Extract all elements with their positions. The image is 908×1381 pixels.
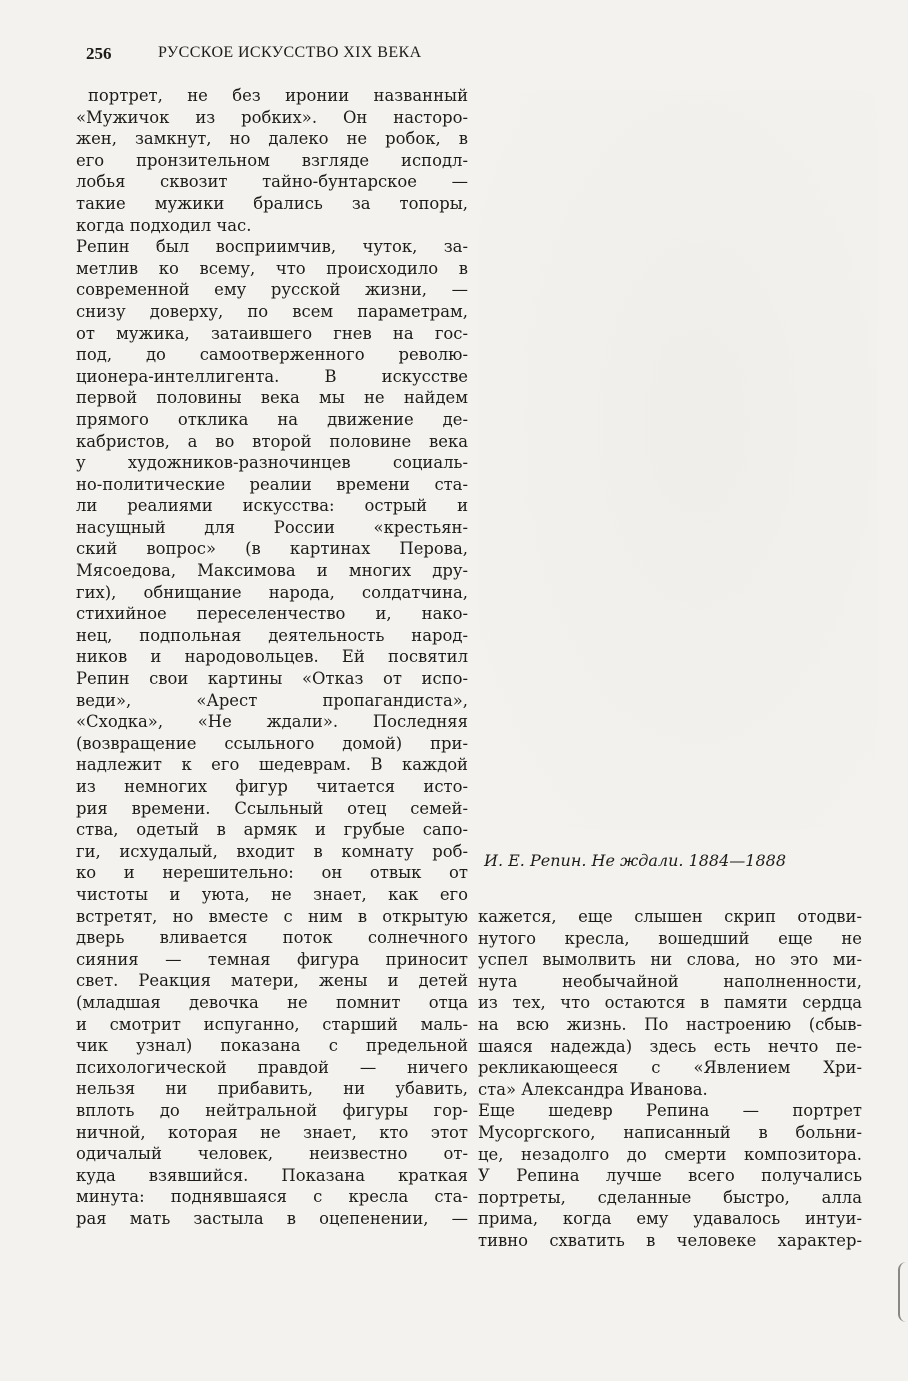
- text-line: метлив ко всему, что происходило в: [76, 258, 468, 278]
- text-line: одичалый человек, неизвестно от-: [76, 1144, 468, 1164]
- figure-caption: И. Е. Репин. Не ждали. 1884—1888: [484, 851, 787, 870]
- running-head: РУССКОЕ ИСКУССТВО XIX ВЕКА: [158, 44, 422, 61]
- text-line: ционера-интеллигента. В искусстве: [76, 366, 468, 386]
- text-line: ников и народовольцев. Ей посвятил: [76, 647, 468, 667]
- text-line: вплоть до нейтральной фигуры гор-: [76, 1100, 468, 1120]
- text-line: на всю жизнь. По настроению (сбыв-: [478, 1014, 862, 1034]
- text-line: ли реалиями искусства: острый и: [76, 496, 468, 516]
- text-line: от мужика, затаившего гнев на гос-: [76, 323, 468, 343]
- text-line: нельзя ни прибавить, ни убавить,: [76, 1079, 468, 1099]
- text-line: У Репина лучше всего получались: [478, 1166, 862, 1186]
- text-line: ги, исхудалый, входит в комнату роб-: [76, 841, 468, 861]
- page-number: 256: [86, 44, 112, 63]
- page-edge-mark: [898, 1262, 908, 1322]
- text-line: «Сходка», «Не ждали». Последняя: [76, 712, 468, 732]
- text-line: (возвращение ссыльного домой) при-: [76, 733, 468, 753]
- text-line: встретят, но вместе с ним в открытую: [76, 906, 468, 926]
- text-line: у художников-разночинцев социаль-: [76, 453, 468, 473]
- text-line: снизу доверху, по всем параметрам,: [76, 301, 468, 321]
- text-line: сияния — темная фигура приносит: [76, 949, 468, 969]
- text-line: кажется, еще слышен скрип отодви-: [478, 907, 862, 926]
- text-line: но-политические реалии времени ста-: [76, 474, 468, 494]
- text-line: це, незадолго до смерти композитора.: [478, 1144, 862, 1164]
- text-line: нец, подпольная деятельность народ-: [76, 625, 468, 645]
- text-line: из тех, что остаются в памяти сердца: [478, 993, 862, 1013]
- text-line: под, до самоотверженного револю-: [76, 345, 468, 365]
- text-line: Репин был восприимчив, чуток, за-: [76, 237, 468, 257]
- text-line: тивно схватить в человеке характер-: [478, 1230, 862, 1250]
- text-line: чик узнал) показана с предельной: [76, 1036, 468, 1056]
- text-line: шаяся надежда) здесь есть нечто пе-: [478, 1036, 862, 1056]
- text-line: ничной, которая не знает, кто этот: [76, 1122, 468, 1142]
- text-line: его пронзительном взгляде исподл-: [76, 150, 468, 170]
- text-line: ский вопрос» (в картинах Перова,: [76, 539, 468, 559]
- text-line: Мясоедова, Максимова и многих дру-: [76, 561, 468, 581]
- text-line: прима, когда ему удавалось интуи-: [478, 1209, 862, 1229]
- illustration-placeholder: [478, 90, 878, 830]
- text-line: надлежит к его шедеврам. В каждой: [76, 755, 468, 775]
- text-line: свет. Реакция матери, жены и детей: [76, 971, 468, 991]
- text-line: Репин свои картины «Отказ от испо-: [76, 669, 468, 689]
- text-line: портрет, не без иронии названный: [88, 86, 468, 105]
- text-line: рекликающееся с «Явлением Хри-: [478, 1058, 862, 1078]
- text-line: нута необычайной наполненности,: [478, 971, 862, 991]
- text-line: рия времени. Ссыльный отец семей-: [76, 798, 468, 818]
- text-line: насущный для России «крестьян-: [76, 517, 468, 537]
- text-line: из немногих фигур читается исто-: [76, 777, 468, 796]
- right-column: [478, 906, 862, 1252]
- text-line: гих), обнищание народа, солдатчина,: [76, 582, 468, 602]
- text-line: нутого кресла, вошедший еще не: [478, 928, 862, 948]
- text-line: рая мать застыла в оцепенении, —: [76, 1208, 468, 1228]
- text-line: лобья сквозит тайно-бунтарское —: [76, 172, 468, 192]
- text-line: современной ему русской жизни, —: [76, 280, 468, 300]
- text-line: психологической правдой — ничего: [76, 1057, 468, 1077]
- text-line: когда подходил час.: [76, 215, 252, 235]
- text-line: такие мужики брались за топоры,: [76, 193, 468, 213]
- text-line: (младшая девочка не помнит отца: [76, 992, 468, 1012]
- text-line: кабристов, а во второй половине века: [76, 431, 468, 451]
- text-line: Мусоргского, написанный в больни-: [478, 1122, 862, 1142]
- text-line: стихийное переселенчество и, нако-: [76, 604, 468, 624]
- text-line: прямого отклика на движение де-: [76, 409, 468, 429]
- text-line: ста» Александра Иванова.: [478, 1079, 708, 1099]
- text-line: веди», «Арест пропагандиста»,: [76, 690, 468, 710]
- text-line: портреты, сделанные быстро, алла: [478, 1187, 862, 1207]
- text-line: первой половины века мы не найдем: [76, 388, 468, 408]
- text-line: минута: поднявшаяся с кресла ста-: [76, 1187, 468, 1207]
- text-line: дверь вливается поток солнечного: [76, 928, 468, 948]
- text-line: чистоты и уюта, не знает, как его: [76, 884, 468, 904]
- text-line: успел вымолвить ни слова, но это ми-: [478, 950, 862, 970]
- text-line: «Мужичок из робких». Он насторо-: [76, 107, 468, 127]
- text-line: и смотрит испуганно, старший маль-: [76, 1014, 468, 1034]
- text-line: Еще шедевр Репина — портрет: [478, 1101, 862, 1121]
- text-line: куда взявшийся. Показана краткая: [76, 1165, 468, 1185]
- text-line: ко и нерешительно: он отвык от: [76, 863, 468, 883]
- left-column: [76, 85, 468, 1229]
- text-line: жен, замкнут, но далеко не робок, в: [76, 129, 468, 149]
- text-line: ства, одетый в армяк и грубые сапо-: [76, 820, 468, 840]
